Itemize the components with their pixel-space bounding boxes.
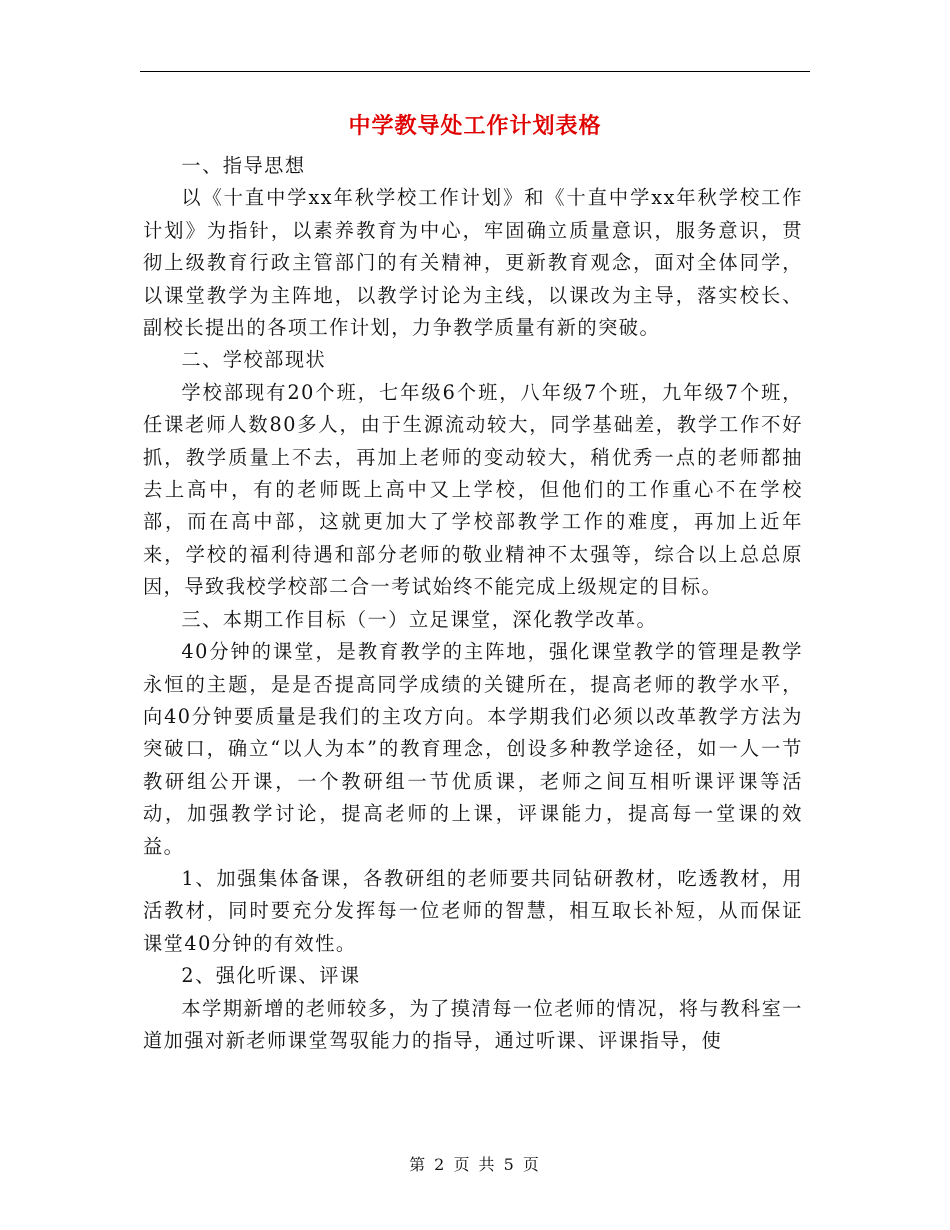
document-body <box>143 150 803 1057</box>
heading-lesson-observation: 2、强化听课、评课 <box>181 964 361 988</box>
paragraph-classroom: 40分钟的课堂，是教育教学的主阵地，强化课堂教学的管理是教学永恒的主题，是是否提高同学成绩的关键所在，提高老师的教学水平，向40分钟要质量是我们的主攻方向。本学期我们必须以改革教学方法为突破口，确立“以人为本”的教育理念，创设多种教学途径，如一人一节教研组公开课，一个教研组一节优质课，老师之间互相听课评课等活动，加强教学讨论，提高老师的上课，评课能力，提高每一堂课的效益。 <box>143 640 803 858</box>
heading-work-goals: 三、本期工作目标（一）立足课堂，深化教学改革。 <box>181 607 658 631</box>
paragraph-new-teachers: 本学期新增的老师较多，为了摸清每一位老师的情况，将与教科室一道加强对新老师课堂驾驭能力的指导，通过听课、评课指导，使 <box>143 996 803 1052</box>
paragraph-collective-lesson-prep: 1、加强集体备课，各教研组的老师要共同钻研教材，吃透教材，用活教材，同时要充分发挥每一位老师的智慧，相互取长补短，从而保证课堂40分钟的有效性。 <box>143 866 803 955</box>
heading-current-status: 二、学校部现状 <box>181 348 327 372</box>
document-title: 中学教导处工作计划表格 <box>348 113 602 139</box>
heading-guiding-ideology: 一、指导思想 <box>181 154 306 177</box>
paragraph-guiding-ideology: 以《十直中学xx年秋学校工作计划》和《十直中学xx年秋学校工作计划》为指针，以素养教育为中心，牢固确立质量意识，服务意识，贯彻上级教育行政主管部门的有关精神，更新教育观念，面对全体同学，以课堂教学为主阵地，以教学讨论为主线，以课改为主导，落实校长、副校长提出的各项工作计划，力争教学质量有新的突破。 <box>143 186 803 340</box>
paragraph-current-status: 学校部现有20个班，七年级6个班，八年级7个班，九年级7个班，任课老师人数80多人，由于生源流动较大，同学基础差，教学工作不好抓，教学质量上不去，再加上老师的变动较大，稍优秀一点的老师都抽去上高中，有的老师既上高中又上学校，但他们的工作重心不在学校部，而在高中部，这就更加大了学校部教学工作的难度，再加上近年来，学校的福利待遇和部分老师的敬业精神不太强等，综合以上总总原因，导致我校学校部二合一考试始终不能完成上级规定的目标。 <box>143 380 803 599</box>
header-rule <box>140 71 810 72</box>
page-number: 第 2 页 共 5 页 <box>409 1155 541 1174</box>
